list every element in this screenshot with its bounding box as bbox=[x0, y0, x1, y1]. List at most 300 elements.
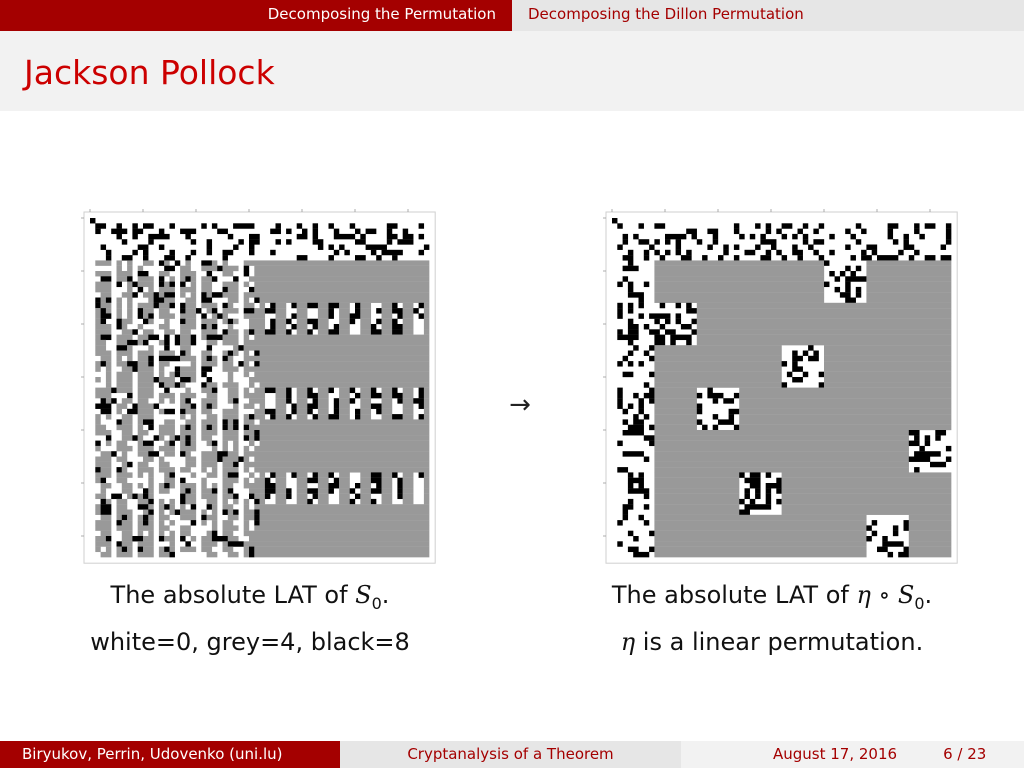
lat-eta-s0-cell-run bbox=[654, 319, 659, 324]
lat-s0-cell-run bbox=[143, 515, 148, 520]
lat-s0-cell-run bbox=[244, 404, 255, 409]
lat-s0-cell-run bbox=[170, 223, 175, 228]
lat-s0-cell-run bbox=[191, 361, 196, 366]
lat-s0-cell-run bbox=[95, 441, 100, 446]
lat-s0-cell-run bbox=[371, 404, 382, 409]
lat-s0-cell-run bbox=[318, 499, 329, 504]
lat-s0-cell-run bbox=[223, 446, 228, 451]
lat-eta-s0-cell-run bbox=[676, 319, 681, 324]
lat-eta-s0-cell-run bbox=[649, 245, 654, 250]
lat-s0-cell-run bbox=[201, 266, 217, 271]
lat-s0-cell-run bbox=[127, 361, 138, 366]
lat-s0-cell-run bbox=[254, 504, 429, 509]
lat-s0-cell-run bbox=[122, 292, 133, 297]
lat-eta-s0-cell-run bbox=[654, 287, 824, 292]
lat-eta-s0-cell-run bbox=[745, 478, 761, 483]
lat-s0-cell-run bbox=[207, 324, 212, 329]
caption-left-math: S bbox=[355, 581, 372, 609]
lat-s0-cell-run bbox=[249, 435, 254, 440]
lat-eta-s0-cell-run bbox=[861, 250, 866, 255]
lat-eta-s0-cell-run bbox=[628, 531, 633, 536]
lat-s0-cell-run bbox=[170, 250, 175, 255]
lat-eta-s0-cell-run bbox=[739, 419, 951, 424]
lat-eta-s0-cell-run bbox=[893, 525, 898, 530]
lat-s0-cell-run bbox=[159, 308, 170, 313]
lat-s0-cell-run bbox=[244, 366, 430, 371]
lat-s0-cell-run bbox=[170, 499, 175, 504]
lat-eta-s0-cell-run bbox=[654, 250, 659, 255]
lat-eta-s0-cell-run bbox=[745, 250, 756, 255]
lat-s0-cell-run bbox=[286, 398, 291, 403]
lat-s0-cell-run bbox=[371, 472, 382, 477]
lat-eta-s0-cell-run bbox=[766, 494, 771, 499]
lat-s0-cell-run bbox=[148, 488, 153, 493]
lat-s0-cell-run bbox=[228, 351, 233, 356]
lat-eta-s0-cell-run bbox=[686, 340, 691, 345]
lat-s0-cell-run bbox=[419, 234, 424, 239]
lat-s0-cell-run bbox=[382, 398, 393, 403]
lat-s0-cell-run bbox=[249, 234, 260, 239]
lat-s0-cell-run bbox=[376, 409, 381, 414]
lat-eta-s0-cell-run bbox=[845, 287, 850, 292]
lat-s0-cell-run bbox=[233, 499, 238, 504]
lat-s0-cell-run bbox=[355, 303, 360, 308]
lat-eta-s0-cell-run bbox=[654, 393, 697, 398]
lat-eta-s0-cell-run bbox=[628, 292, 644, 297]
lat-s0-cell-run bbox=[228, 419, 233, 424]
lat-s0-cell-run bbox=[191, 292, 196, 297]
lat-s0-cell-run bbox=[122, 435, 133, 440]
lat-s0-cell-run bbox=[382, 488, 393, 493]
lat-eta-s0-cell-run bbox=[628, 488, 649, 493]
lat-s0-cell-run bbox=[132, 404, 137, 409]
lat-eta-s0-cell-run bbox=[623, 430, 644, 435]
lat-s0-cell-run bbox=[138, 541, 154, 546]
lat-s0-cell-run bbox=[117, 547, 122, 552]
lat-s0-cell-run bbox=[127, 266, 132, 271]
lat-eta-s0-cell-run bbox=[845, 266, 850, 271]
lat-s0-cell-run bbox=[254, 361, 259, 366]
lat-s0-cell-run bbox=[249, 276, 429, 281]
lat-eta-s0-cell-run bbox=[723, 250, 728, 255]
lat-s0-cell-run bbox=[291, 303, 296, 308]
lat-eta-s0-cell-run bbox=[697, 329, 952, 334]
lat-s0-cell-run bbox=[223, 382, 239, 387]
footer-bar bbox=[0, 741, 1024, 768]
lat-eta-s0-cell-run bbox=[697, 303, 952, 308]
lat-s0-cell-run bbox=[164, 335, 169, 340]
lat-s0-cell-run bbox=[244, 504, 249, 509]
lat-s0-cell-run bbox=[297, 303, 308, 308]
lat-s0-cell-run bbox=[148, 234, 169, 239]
lat-s0-cell-run bbox=[265, 329, 276, 334]
footer-authors: Biryukov, Perrin, Udovenko (uni.lu) bbox=[0, 741, 340, 768]
lat-s0-cell-run bbox=[138, 393, 154, 398]
lat-eta-s0-cell-run bbox=[782, 472, 952, 477]
lat-s0-cell-run bbox=[339, 472, 350, 477]
lat-s0-cell-run bbox=[244, 446, 249, 451]
lat-s0-cell-run bbox=[207, 308, 212, 313]
lat-s0-cell-run bbox=[117, 446, 133, 451]
lat-s0-cell-run bbox=[127, 340, 138, 345]
lat-s0-cell-run bbox=[297, 404, 308, 409]
lat-s0-cell-run bbox=[170, 552, 175, 557]
lat-s0-cell-run bbox=[95, 510, 100, 515]
lat-s0-cell-run bbox=[106, 361, 111, 366]
lat-s0-cell-run bbox=[101, 478, 106, 483]
lat-s0-cell-run bbox=[360, 414, 371, 419]
lat-s0-cell-run bbox=[185, 255, 190, 260]
lat-s0-cell-run bbox=[164, 292, 175, 297]
lat-eta-s0-cell-run bbox=[866, 245, 877, 250]
lat-eta-s0-cell-run bbox=[639, 398, 644, 403]
lat-eta-s0-cell-run bbox=[840, 292, 851, 297]
lat-eta-s0-cell-run bbox=[628, 499, 633, 504]
lat-s0-cell-run bbox=[95, 404, 111, 409]
lat-s0-cell-run bbox=[424, 393, 429, 398]
lat-s0-cell-run bbox=[297, 393, 308, 398]
lat-s0-cell-run bbox=[180, 451, 185, 456]
lat-s0-cell-run bbox=[313, 239, 324, 244]
lat-eta-s0-cell-run bbox=[782, 510, 952, 515]
lat-s0-cell-run bbox=[191, 425, 196, 430]
lat-eta-s0-cell-run bbox=[803, 239, 808, 244]
lat-s0-cell-run bbox=[228, 303, 233, 308]
lat-s0-cell-run bbox=[191, 340, 196, 345]
lat-s0-cell-run bbox=[138, 276, 154, 281]
lat-eta-s0-cell-run bbox=[623, 451, 644, 456]
lat-s0-cell-run bbox=[387, 239, 392, 244]
lat-eta-s0-cell-run bbox=[633, 414, 638, 419]
lat-s0-cell-run bbox=[127, 345, 132, 350]
lat-eta-s0-cell-run bbox=[739, 409, 951, 414]
lat-s0-cell-run bbox=[191, 441, 196, 446]
lat-eta-s0-cell-run bbox=[792, 366, 803, 371]
lat-s0-cell-run bbox=[95, 229, 100, 234]
lat-s0-cell-run bbox=[185, 451, 190, 456]
lat-eta-s0-cell-run bbox=[654, 282, 824, 287]
lat-s0-cell-run bbox=[143, 340, 148, 345]
lat-s0-cell-run bbox=[297, 414, 308, 419]
lat-eta-s0-cell-run bbox=[612, 218, 617, 223]
lat-s0-cell-run bbox=[223, 425, 228, 430]
lat-eta-s0-cell-run bbox=[723, 398, 734, 403]
lat-s0-cell-run bbox=[117, 303, 122, 308]
lat-eta-s0-cell-run bbox=[739, 472, 744, 477]
lat-s0-cell-run bbox=[191, 250, 196, 255]
lat-s0-cell-run bbox=[339, 494, 350, 499]
lat-s0-cell-run bbox=[207, 504, 212, 509]
lat-s0-cell-run bbox=[143, 313, 148, 318]
lat-s0-cell-run bbox=[95, 462, 111, 467]
lat-s0-cell-run bbox=[117, 260, 122, 265]
lat-s0-cell-run bbox=[106, 377, 111, 382]
lat-eta-s0-cell-run bbox=[617, 303, 622, 308]
lat-s0-cell-run bbox=[101, 335, 112, 340]
lat-s0-cell-run bbox=[180, 525, 191, 530]
lat-s0-cell-run bbox=[122, 536, 133, 541]
caption-right-suffix: . bbox=[924, 581, 933, 609]
lat-s0-cell-run bbox=[223, 510, 228, 515]
lat-s0-cell-run bbox=[244, 435, 249, 440]
lat-s0-cell-run bbox=[360, 324, 371, 329]
lat-s0-cell-run bbox=[148, 451, 159, 456]
lat-s0-cell-run bbox=[254, 409, 265, 414]
lat-s0-cell-run bbox=[223, 467, 239, 472]
lat-s0-cell-run bbox=[138, 414, 154, 419]
lat-s0-cell-run bbox=[403, 414, 414, 419]
lat-s0-cell-run bbox=[244, 388, 249, 393]
lat-s0-cell-run bbox=[170, 398, 175, 403]
lat-s0-cell-run bbox=[207, 340, 218, 345]
lat-eta-s0-cell-run bbox=[707, 388, 712, 393]
lat-s0-cell-run bbox=[117, 266, 122, 271]
lat-eta-s0-cell-run bbox=[739, 234, 744, 239]
lat-s0-cell-run bbox=[127, 409, 138, 414]
lat-s0-cell-run bbox=[276, 472, 287, 477]
nav-current-section[interactable] bbox=[0, 0, 512, 31]
lat-s0-cell-run bbox=[260, 435, 430, 440]
lat-s0-cell-run bbox=[307, 393, 318, 398]
lat-s0-cell-run bbox=[207, 425, 212, 430]
lat-s0-cell-run bbox=[212, 388, 217, 393]
lat-eta-s0-cell-run bbox=[649, 441, 654, 446]
lat-eta-s0-cell-run bbox=[692, 319, 697, 324]
lat-s0-cell-run bbox=[170, 472, 175, 477]
lat-s0-cell-run bbox=[318, 483, 329, 488]
lat-s0-cell-run bbox=[127, 515, 132, 520]
lat-eta-s0-cell-run bbox=[718, 419, 734, 424]
lat-eta-s0-cell-run bbox=[660, 324, 665, 329]
lat-s0-cell-run bbox=[265, 478, 270, 483]
lat-s0-cell-run bbox=[138, 425, 143, 430]
lat-s0-cell-run bbox=[276, 478, 287, 483]
lat-eta-s0-cell-run bbox=[792, 245, 797, 250]
lat-s0-cell-run bbox=[223, 292, 239, 297]
lat-eta-s0-cell-run bbox=[739, 425, 951, 430]
lat-s0-cell-run bbox=[276, 409, 287, 414]
lat-eta-s0-cell-run bbox=[909, 457, 930, 462]
lat-eta-s0-cell-run bbox=[750, 499, 755, 504]
lat-eta-s0-cell-run bbox=[914, 435, 919, 440]
lat-s0-cell-run bbox=[95, 319, 100, 324]
lat-eta-s0-cell-run bbox=[866, 292, 951, 297]
lat-s0-cell-run bbox=[276, 404, 287, 409]
lat-s0-cell-run bbox=[122, 430, 133, 435]
lat-s0-cell-run bbox=[318, 409, 329, 414]
lat-s0-cell-run bbox=[403, 494, 414, 499]
lat-s0-cell-run bbox=[413, 398, 424, 403]
lat-s0-cell-run bbox=[254, 435, 259, 440]
lat-s0-cell-run bbox=[191, 488, 196, 493]
lat-s0-cell-run bbox=[180, 504, 185, 509]
lat-s0-cell-run bbox=[276, 398, 287, 403]
lat-s0-cell-run bbox=[382, 388, 393, 393]
lat-s0-cell-run bbox=[106, 308, 111, 313]
lat-eta-s0-cell-run bbox=[893, 239, 898, 244]
lat-s0-cell-run bbox=[424, 478, 429, 483]
lat-s0-cell-run bbox=[201, 282, 212, 287]
lat-s0-cell-run bbox=[138, 377, 154, 382]
lat-s0-cell-run bbox=[101, 515, 112, 520]
lat-s0-cell-run bbox=[223, 282, 239, 287]
lat-s0-cell-run bbox=[360, 308, 371, 313]
lat-s0-cell-run bbox=[392, 472, 397, 477]
lat-eta-s0-cell-run bbox=[872, 520, 877, 525]
lat-s0-cell-run bbox=[371, 488, 382, 493]
lat-eta-s0-cell-run bbox=[628, 282, 633, 287]
lat-eta-s0-cell-run bbox=[644, 435, 655, 440]
lat-s0-cell-run bbox=[154, 303, 159, 308]
lat-s0-cell-run bbox=[132, 229, 143, 234]
lat-s0-cell-run bbox=[95, 282, 111, 287]
lat-s0-cell-run bbox=[180, 271, 196, 276]
lat-s0-cell-run bbox=[132, 494, 137, 499]
lat-eta-s0-cell-run bbox=[909, 430, 920, 435]
lat-s0-cell-run bbox=[217, 266, 222, 271]
lat-s0-cell-run bbox=[122, 483, 133, 488]
lat-s0-cell-run bbox=[175, 382, 180, 387]
lat-eta-s0-cell-run bbox=[914, 467, 919, 472]
lat-s0-cell-run bbox=[382, 483, 393, 488]
lat-s0-cell-run bbox=[403, 324, 414, 329]
lat-s0-cell-run bbox=[154, 435, 159, 440]
lat-s0-cell-run bbox=[185, 260, 190, 265]
lat-plot-s0 bbox=[70, 200, 438, 570]
lat-s0-cell-run bbox=[249, 250, 254, 255]
lat-s0-cell-run bbox=[260, 419, 430, 424]
lat-s0-cell-run bbox=[164, 282, 169, 287]
lat-s0-cell-run bbox=[270, 319, 275, 324]
lat-s0-cell-run bbox=[180, 536, 185, 541]
lat-eta-s0-cell-run bbox=[644, 457, 649, 462]
lat-s0-cell-run bbox=[117, 525, 133, 530]
lat-s0-cell-run bbox=[143, 319, 148, 324]
caption-left-line1 bbox=[50, 576, 450, 623]
lat-s0-cell-run bbox=[228, 319, 233, 324]
lat-eta-s0-cell-run bbox=[866, 287, 951, 292]
lat-s0-cell-run bbox=[138, 409, 154, 414]
lat-eta-s0-cell-run bbox=[734, 245, 739, 250]
lat-s0-cell-run bbox=[201, 351, 212, 356]
lat-eta-s0-cell-run bbox=[644, 282, 649, 287]
lat-eta-s0-cell-run bbox=[654, 520, 866, 525]
lat-s0-cell-run bbox=[286, 414, 291, 419]
lat-eta-s0-cell-run bbox=[771, 245, 776, 250]
lat-eta-s0-cell-run bbox=[909, 441, 920, 446]
lat-s0-cell-run bbox=[101, 510, 112, 515]
lat-s0-cell-run bbox=[117, 472, 133, 477]
lat-eta-s0-cell-run bbox=[941, 255, 952, 260]
lat-s0-cell-run bbox=[170, 372, 175, 377]
lat-s0-cell-run bbox=[276, 308, 287, 313]
lat-s0-cell-run bbox=[159, 499, 164, 504]
lat-s0-cell-run bbox=[201, 276, 212, 281]
lat-eta-s0-cell-run bbox=[755, 245, 760, 250]
lat-s0-cell-run bbox=[297, 488, 308, 493]
lat-s0-cell-run bbox=[276, 393, 287, 398]
lat-s0-cell-run bbox=[223, 472, 228, 477]
lat-eta-s0-cell-run bbox=[639, 361, 644, 366]
lat-s0-cell-run bbox=[170, 276, 175, 281]
lat-s0-cell-run bbox=[244, 271, 249, 276]
lat-s0-cell-run bbox=[254, 430, 259, 435]
lat-s0-cell-run bbox=[276, 319, 287, 324]
footer-page-number[interactable]: 6 / 23 bbox=[943, 745, 987, 763]
lat-s0-cell-run bbox=[185, 419, 196, 424]
lat-eta-s0-cell-run bbox=[824, 351, 951, 356]
lat-s0-cell-run bbox=[244, 541, 430, 546]
lat-s0-cell-run bbox=[238, 345, 243, 350]
lat-s0-cell-run bbox=[223, 483, 234, 488]
lat-s0-cell-run bbox=[228, 510, 233, 515]
lat-s0-cell-run bbox=[180, 483, 196, 488]
lat-eta-s0-cell-run bbox=[628, 483, 633, 488]
lat-s0-cell-run bbox=[223, 260, 228, 265]
lat-s0-cell-run bbox=[382, 329, 393, 334]
lat-s0-cell-run bbox=[307, 409, 312, 414]
lat-s0-cell-run bbox=[201, 520, 206, 525]
lat-heatmap-eta-s0 bbox=[592, 200, 960, 570]
lat-eta-s0-cell-run bbox=[935, 435, 940, 440]
lat-s0-cell-run bbox=[180, 382, 185, 387]
lat-eta-s0-cell-run bbox=[617, 308, 622, 313]
lat-eta-s0-cell-run bbox=[904, 234, 909, 239]
nav-subsection[interactable] bbox=[512, 0, 1024, 31]
lat-s0-cell-run bbox=[111, 229, 127, 234]
lat-s0-cell-run bbox=[228, 393, 239, 398]
lat-eta-s0-cell-run bbox=[718, 255, 723, 260]
lat-s0-cell-run bbox=[180, 303, 185, 308]
lat-s0-cell-run bbox=[138, 361, 149, 366]
lat-eta-s0-cell-run bbox=[676, 245, 681, 250]
lat-s0-cell-run bbox=[318, 488, 329, 493]
lat-s0-cell-run bbox=[143, 255, 148, 260]
lat-s0-cell-run bbox=[122, 462, 127, 467]
lat-eta-s0-cell-run bbox=[766, 223, 771, 228]
lat-s0-cell-run bbox=[101, 298, 106, 303]
lat-s0-cell-run bbox=[424, 409, 429, 414]
lat-s0-cell-run bbox=[297, 494, 308, 499]
lat-s0-cell-run bbox=[244, 356, 430, 361]
lat-s0-cell-run bbox=[207, 515, 218, 520]
lat-s0-cell-run bbox=[159, 366, 164, 371]
lat-s0-cell-run bbox=[201, 303, 217, 308]
lat-s0-cell-run bbox=[360, 313, 371, 318]
lat-eta-s0-cell-run bbox=[925, 441, 930, 446]
lat-s0-cell-run bbox=[201, 510, 206, 515]
lat-s0-cell-run bbox=[329, 483, 340, 488]
lat-s0-cell-run bbox=[164, 260, 169, 265]
lat-s0-cell-run bbox=[180, 531, 191, 536]
lat-s0-cell-run bbox=[143, 260, 154, 265]
lat-s0-cell-run bbox=[122, 515, 127, 520]
lat-s0-cell-run bbox=[249, 239, 260, 244]
lat-s0-cell-run bbox=[143, 536, 154, 541]
lat-s0-cell-run bbox=[117, 308, 122, 313]
lat-s0-cell-run bbox=[260, 515, 430, 520]
lat-s0-cell-run bbox=[95, 547, 100, 552]
lat-eta-s0-cell-run bbox=[692, 329, 697, 334]
lat-s0-cell-run bbox=[201, 292, 206, 297]
lat-s0-cell-run bbox=[307, 499, 312, 504]
lat-s0-cell-run bbox=[185, 435, 190, 440]
lat-s0-cell-run bbox=[339, 483, 350, 488]
lat-eta-s0-cell-run bbox=[866, 271, 951, 276]
lat-s0-cell-run bbox=[228, 425, 233, 430]
lat-s0-cell-run bbox=[138, 467, 154, 472]
lat-s0-cell-run bbox=[117, 388, 133, 393]
